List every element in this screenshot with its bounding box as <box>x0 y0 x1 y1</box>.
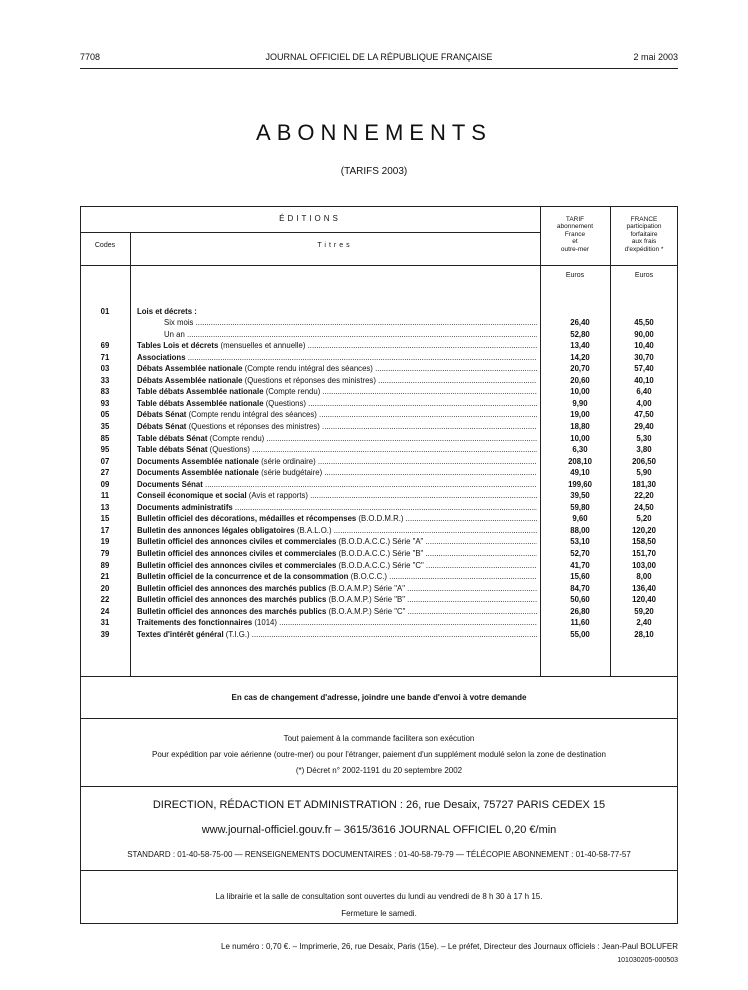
row-tarif-value: 84,70 <box>570 583 590 593</box>
row-tarif-value: 52,80 <box>570 329 590 339</box>
row-title-rest: (Compte rendu) <box>263 387 321 397</box>
row-france-value: 136,40 <box>632 583 656 593</box>
france-heading: FRANCE participation forfaitaire aux frais d'expédition * <box>624 216 664 253</box>
table-row <box>80 433 678 445</box>
titres-heading: Titres <box>317 242 353 249</box>
row-france-value: 57,40 <box>634 364 654 374</box>
row-france-value: 10,40 <box>634 341 654 351</box>
table-row <box>80 490 678 502</box>
row-tarif-value: 15,60 <box>570 572 590 582</box>
row-tarif-value: 11,60 <box>570 618 590 628</box>
row-title-bold: Tables Lois et décrets <box>137 341 219 351</box>
row-code: 22 <box>100 595 110 605</box>
row-tarif-value: 53,10 <box>570 537 590 547</box>
table-bottom-rule <box>80 676 678 677</box>
row-title <box>137 583 537 595</box>
row-title-bold: Bulletin officiel des annonces des marchés publics <box>137 606 327 616</box>
row-france-value: 120,20 <box>632 525 656 535</box>
librairie-hours: La librairie et la salle de consultation sont ouvertes du lundi au vendredi de 8 h 30 à 17 h 15. Fermeture le samedi. <box>215 892 543 918</box>
row-code: 07 <box>100 456 110 466</box>
row-title-rest: (série budgétaire) <box>258 468 323 478</box>
row-title <box>137 386 537 398</box>
table-row <box>80 536 678 548</box>
table-row <box>80 306 678 318</box>
row-title-bold: Conseil économique et social <box>137 491 247 501</box>
row-title-rest: (Questions) <box>263 398 306 408</box>
row-title <box>137 398 537 410</box>
table-row <box>80 583 678 595</box>
row-code: 93 <box>100 398 110 408</box>
france-unit-label: Euros <box>634 272 654 279</box>
row-france-value: 181,30 <box>632 479 656 489</box>
row-title <box>137 548 537 560</box>
row-tarif-value: 55,00 <box>570 629 590 639</box>
row-title-bold: Table débats Assemblée nationale <box>137 387 264 397</box>
row-title-bold: Table débats Assemblée nationale <box>137 398 264 408</box>
row-code: 19 <box>100 537 110 547</box>
row-title-bold: Table débats Sénat <box>137 433 208 443</box>
phone-line: STANDARD : 01-40-58-75-00 — RENSEIGNEMENTS DOCUMENTAIRES : 01-40-58-79-79 — TÉLÉCOPIE ABONNEMENT : 01-40-58-77-57 <box>127 850 631 859</box>
row-code: 21 <box>100 572 110 582</box>
journal-title: JOURNAL OFFICIEL DE LA RÉPUBLIQUE FRANÇAISE <box>265 52 493 62</box>
header-rule <box>80 68 678 69</box>
row-tarif-value: 88,00 <box>570 525 590 535</box>
row-france-value: 103,00 <box>632 560 656 570</box>
row-title <box>137 594 537 606</box>
row-code: 89 <box>100 560 110 570</box>
table-row <box>80 294 678 306</box>
row-code: 39 <box>100 629 110 639</box>
row-title <box>164 317 537 329</box>
row-title-rest: (Questions) <box>207 445 250 455</box>
page-header <box>80 52 678 68</box>
table-row <box>80 444 678 456</box>
table-row <box>80 363 678 375</box>
page-number: 7708 <box>80 52 101 62</box>
row-title-bold: Documents Assemblée nationale <box>137 468 259 478</box>
row-title <box>164 329 537 341</box>
table-row <box>80 467 678 479</box>
row-code: 27 <box>100 468 110 478</box>
row-title <box>137 340 537 352</box>
direction-bottom-rule <box>80 870 678 871</box>
row-code: 71 <box>100 352 110 362</box>
row-tarif-value: 26,80 <box>570 606 590 616</box>
row-code: 17 <box>100 525 110 535</box>
row-code: 95 <box>100 445 110 455</box>
row-code: 03 <box>100 364 110 374</box>
row-title <box>137 363 537 375</box>
notice-bottom-rule <box>80 718 678 719</box>
row-france-value: 5,90 <box>636 468 652 478</box>
row-title-rest: (B.O.C.C.) <box>348 572 387 582</box>
row-france-value: 90,00 <box>634 329 654 339</box>
row-tarif-value: 208,10 <box>568 456 592 466</box>
row-title <box>137 421 537 433</box>
table-row <box>80 606 678 618</box>
row-title <box>137 456 537 468</box>
row-title-rest: (Questions et réponses des ministres) <box>186 422 320 432</box>
row-code: 11 <box>100 491 110 501</box>
row-title <box>137 433 537 445</box>
row-title-rest: (B.O.A.M.P.) Série "B" <box>326 595 405 605</box>
row-france-value: 120,40 <box>632 595 656 605</box>
table-row <box>80 548 678 560</box>
row-title-rest: (Compte rendu intégral des séances) <box>186 410 317 420</box>
row-tarif-value: 199,60 <box>568 479 592 489</box>
row-title-bold: Lois et décrets : <box>137 306 197 316</box>
row-france-value: 59,20 <box>634 606 654 616</box>
row-code: 83 <box>100 387 110 397</box>
row-france-value: 40,10 <box>634 375 654 385</box>
table-row <box>80 340 678 352</box>
row-france-value: 8,00 <box>636 572 652 582</box>
issue-date: 2 mai 2003 <box>633 52 678 62</box>
row-title-rest: Un an <box>164 329 185 339</box>
row-france-value: 45,50 <box>634 318 654 328</box>
row-title <box>137 306 537 318</box>
direction-address: DIRECTION, RÉDACTION ET ADMINISTRATION : 26, rue Desaix, 75727 PARIS CEDEX 15 <box>152 799 606 811</box>
row-code: 31 <box>100 618 110 628</box>
row-france-value: 22,20 <box>634 491 654 501</box>
imprint-code: 101030205-000503 <box>617 957 678 964</box>
codes-heading: Codes <box>94 242 116 249</box>
row-france-value: 29,40 <box>634 422 654 432</box>
row-title <box>137 513 537 525</box>
table-row <box>80 502 678 514</box>
table-row <box>80 479 678 491</box>
row-title-bold: Associations <box>137 352 186 362</box>
row-title <box>137 560 537 572</box>
row-title <box>137 479 537 491</box>
row-tarif-value: 20,70 <box>570 364 590 374</box>
row-title-bold: Bulletin officiel des annonces des marchés publics <box>137 583 327 593</box>
table-row <box>80 375 678 387</box>
row-title-bold: Débats Sénat <box>137 410 187 420</box>
table-row <box>80 352 678 364</box>
row-title-bold: Documents Sénat <box>137 479 203 489</box>
row-title <box>137 467 537 479</box>
row-france-value: 5,30 <box>636 433 652 443</box>
row-title <box>137 444 537 456</box>
row-title-rest: (B.O.A.M.P.) Série "C" <box>326 606 406 616</box>
table-row <box>80 317 678 329</box>
table-row <box>80 594 678 606</box>
row-france-value: 24,50 <box>634 502 654 512</box>
row-code: 69 <box>100 341 110 351</box>
row-code: 05 <box>100 410 110 420</box>
website-line: www.journal-officiel.gouv.fr – 3615/3616 JOURNAL OFFICIEL 0,20 €/min <box>201 824 557 836</box>
table-row <box>80 398 678 410</box>
table-row <box>80 571 678 583</box>
address-change-notice: En cas de changement d'adresse, joindre une bande d'envoi à votre demande <box>231 693 527 702</box>
row-france-value: 6,40 <box>636 387 652 397</box>
row-title-bold: Bulletin officiel des annonces civiles et commerciales <box>137 537 337 547</box>
tariff-rows <box>80 294 678 640</box>
row-title-bold: Table débats Sénat <box>137 445 208 455</box>
row-tarif-value: 6,30 <box>572 445 588 455</box>
editions-heading: ÉDITIONS <box>279 214 341 223</box>
info-bottom-rule <box>80 786 678 787</box>
row-title-rest: (Compte rendu intégral des séances) <box>242 364 373 374</box>
row-tarif-value: 18,80 <box>570 422 590 432</box>
table-row <box>80 409 678 421</box>
row-france-value: 4,00 <box>636 398 652 408</box>
tarif-heading: TARIF abonnement France et outre-mer <box>556 216 594 253</box>
row-title <box>137 502 537 514</box>
table-row <box>80 456 678 468</box>
row-title <box>137 629 537 641</box>
row-title-rest: (Compte rendu) <box>207 433 265 443</box>
row-title-rest: (Questions et réponses des ministres) <box>242 375 376 385</box>
table-row <box>80 629 678 641</box>
row-code: 15 <box>100 514 110 524</box>
row-code: 79 <box>100 549 110 559</box>
row-tarif-value: 52,70 <box>570 549 590 559</box>
table-row <box>80 560 678 572</box>
row-title <box>137 536 537 548</box>
row-title-bold: Débats Assemblée nationale <box>137 364 243 374</box>
row-france-value: 30,70 <box>634 352 654 362</box>
row-title-bold: Bulletin officiel des décorations, médailles et récompenses <box>137 514 357 524</box>
row-tarif-value: 59,80 <box>570 502 590 512</box>
row-tarif-value: 19,00 <box>570 410 590 420</box>
table-row <box>80 421 678 433</box>
row-france-value: 206,50 <box>632 456 656 466</box>
table-row <box>80 525 678 537</box>
table-row <box>80 386 678 398</box>
page-title: ABONNEMENTS <box>256 120 492 145</box>
row-title-bold: Traitements des fonctionnaires <box>137 618 253 628</box>
editions-rule <box>80 232 540 233</box>
row-tarif-value: 49,10 <box>570 468 590 478</box>
row-title-bold: Textes d'intérêt général <box>137 629 224 639</box>
row-title-bold: Débats Sénat <box>137 422 187 432</box>
row-title-rest: (B.O.D.A.C.C.) Série "B" <box>336 549 424 559</box>
table-row <box>80 329 678 341</box>
row-title <box>137 606 537 618</box>
row-title-rest: (mensuelles et annuelle) <box>218 341 306 351</box>
row-code: 20 <box>100 583 110 593</box>
row-france-value: 158,50 <box>632 537 656 547</box>
row-title-bold: Bulletin des annonces légales obligatoires <box>137 525 295 535</box>
row-code: 24 <box>100 606 110 616</box>
tarif-unit-label: Euros <box>565 272 585 279</box>
row-tarif-value: 9,90 <box>572 398 588 408</box>
row-tarif-value: 50,60 <box>570 595 590 605</box>
row-title-rest: (B.A.L.O.) <box>294 525 332 535</box>
row-title <box>137 617 537 629</box>
row-code: 85 <box>100 433 110 443</box>
page-subtitle: (TARIFS 2003) <box>340 166 408 177</box>
row-title <box>137 352 537 364</box>
row-france-value: 151,70 <box>632 549 656 559</box>
row-tarif-value: 13,40 <box>570 341 590 351</box>
row-tarif-value: 39,50 <box>570 491 590 501</box>
row-code: 01 <box>100 306 110 316</box>
row-title-bold: Débats Assemblée nationale <box>137 375 243 385</box>
row-title-rest: (B.O.D.A.C.C.) Série "A" <box>336 537 424 547</box>
row-title-rest: (série ordinaire) <box>258 456 316 466</box>
row-france-value: 28,10 <box>634 629 654 639</box>
row-title-bold: Bulletin officiel des annonces des marchés publics <box>137 595 327 605</box>
row-title-bold: Bulletin officiel des annonces civiles et commerciales <box>137 549 337 559</box>
row-tarif-value: 14,20 <box>570 352 590 362</box>
decree-line: (*) Décret n° 2002-1191 du 20 septembre 2002 <box>295 766 463 775</box>
row-france-value: 47,50 <box>634 410 654 420</box>
row-title <box>137 490 537 502</box>
row-france-value: 5,20 <box>636 514 652 524</box>
row-code: 13 <box>100 502 110 512</box>
imprint-line: Le numéro : 0,70 €. – Imprimerie, 26, rue Desaix, Paris (15e). – Le préfet, Directeur des Journaux officiels : Jean-Paul BOLUFER <box>221 942 678 951</box>
payment-line: Tout paiement à la commande facilitera son exécution <box>283 734 475 743</box>
row-code: 35 <box>100 422 110 432</box>
row-title <box>137 571 537 583</box>
row-tarif-value: 26,40 <box>570 318 590 328</box>
table-row <box>80 513 678 525</box>
row-code: 33 <box>100 375 110 385</box>
row-france-value: 3,80 <box>636 445 652 455</box>
row-title <box>137 409 537 421</box>
row-title <box>137 375 537 387</box>
row-title-rest: (B.O.D.M.R.) <box>356 514 404 524</box>
row-title-rest: (Avis et rapports) <box>246 491 309 501</box>
row-title-bold: Documents administratifs <box>137 502 233 512</box>
table-row <box>80 617 678 629</box>
row-title-rest: Six mois <box>164 318 194 328</box>
row-title-bold: Bulletin officiel des annonces civiles et commerciales <box>137 560 337 570</box>
row-tarif-value: 10,00 <box>570 387 590 397</box>
shipping-line: Pour expédition par voie aérienne (outre-mer) ou pour l'étranger, paiement d'un supplément modulé selon la zone de destination <box>151 750 606 759</box>
row-title-rest: (B.O.A.M.P.) Série "A" <box>326 583 405 593</box>
row-title-rest: (1014) <box>252 618 277 628</box>
row-tarif-value: 10,00 <box>570 433 590 443</box>
row-title <box>137 525 537 537</box>
row-code: 09 <box>100 479 110 489</box>
row-tarif-value: 9,60 <box>572 514 588 524</box>
row-title-bold: Bulletin officiel de la concurrence et de la consommation <box>137 572 349 582</box>
row-title-bold: Documents Assemblée nationale <box>137 456 259 466</box>
row-title-rest: (B.O.D.A.C.C.) Série "C" <box>336 560 424 570</box>
header-bottom-rule <box>80 265 678 266</box>
payment-info <box>80 731 678 779</box>
row-tarif-value: 41,70 <box>570 560 590 570</box>
row-france-value: 2,40 <box>636 618 652 628</box>
row-title-rest: (T.I.G.) <box>223 629 250 639</box>
row-tarif-value: 20,60 <box>570 375 590 385</box>
